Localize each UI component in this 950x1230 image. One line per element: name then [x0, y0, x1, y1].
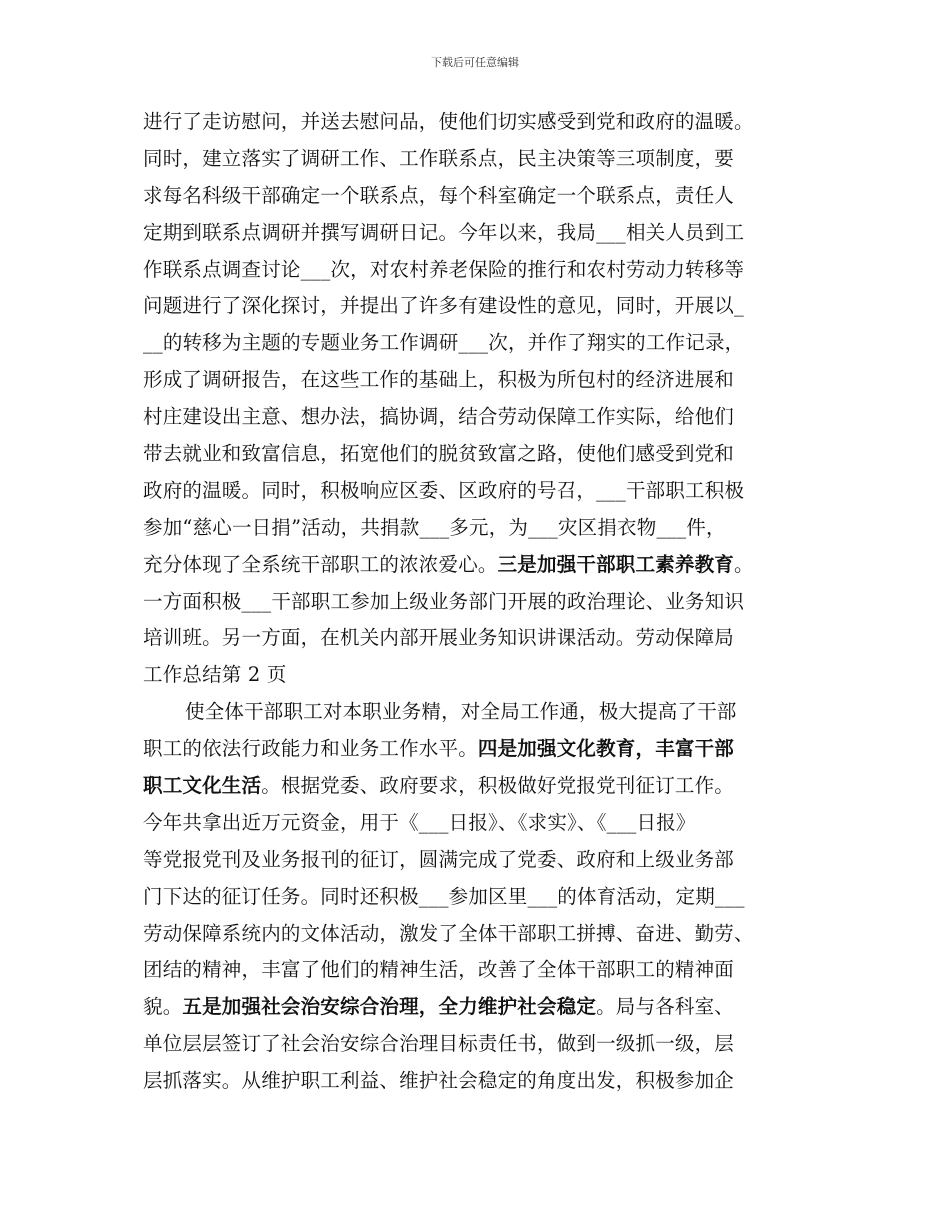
text-run: 同时，建立落实了调研工作、工作联系点，民主决策等三项制度，要: [143, 146, 735, 170]
text-run: 求每名科级干部确定一个联系点，每个科室确定一个联系点，责任人: [143, 183, 735, 207]
text-run: 职工的依法行政能力和业务工作水平。: [143, 737, 478, 761]
text-run: 参加“慈心一日捐”活动，共捐款___多元，为___灾区捐衣物___件，: [143, 515, 726, 539]
text-run: 貌。: [143, 995, 183, 1019]
bold-heading-run: 五是加强社会治安综合治理，全力维护社会稳定: [182, 995, 597, 1019]
text-line: [143, 989, 819, 1026]
text-line: [143, 104, 819, 141]
text-line: [143, 731, 819, 768]
text-run: 问题进行了深化探讨，并提出了许多有建设性的意见，同时，开展以_: [143, 294, 744, 318]
text-line: [143, 510, 819, 547]
text-line: [143, 842, 819, 879]
bold-heading-run: 职工文化生活: [143, 774, 262, 798]
text-line: [143, 584, 819, 621]
text-line: [143, 694, 819, 731]
text-line: [143, 768, 819, 805]
text-run: 作联系点调查讨论___次，对农村养老保险的推行和农村劳动力转移等: [143, 257, 745, 281]
text-run: 。局与各科室、: [596, 995, 735, 1019]
document-body: [143, 104, 819, 1100]
page-header: 下载后可任意编辑: [431, 56, 519, 69]
text-line: [143, 399, 819, 436]
bold-heading-run: 三是加强干部职工素养教育: [497, 552, 735, 576]
text-line: [143, 1026, 819, 1063]
text-run: 今年共拿出近万元资金，用于《___日报》、《求实》、《___日报》: [143, 810, 696, 834]
text-run: 单位层层签订了社会治安综合治理目标责任书，做到一级抓一级，层: [143, 1032, 735, 1056]
text-run: 劳动保障系统内的文体活动，激发了全体干部职工拼搏、奋进、勤劳、: [143, 921, 754, 945]
text-run: 进行了走访慰问，并送去慰问品，使他们切实感受到党和政府的温暖。: [143, 110, 754, 133]
text-line: [143, 1063, 819, 1100]
bold-heading-run: 四是加强文化教育，丰富干部: [477, 737, 735, 761]
text-line: [143, 473, 819, 510]
text-line: [143, 362, 819, 399]
text-run: 门下达的征订任务。同时还积极___参加区里___的体育活动，定期___: [143, 884, 745, 908]
text-run: 使全体干部职工对本职业务精，对全局工作通，极大提高了干部: [185, 700, 737, 724]
text-run: __的转移为主题的专题业务工作调研___次，并作了翔实的工作记录，: [143, 331, 745, 355]
text-run: 政府的温暖。同时，积极响应区委、区政府的号召，___干部职工积极: [143, 478, 745, 502]
text-run: 。根据党委、政府要求，积极做好党报党刊征订工作。: [261, 774, 735, 798]
text-run: 形成了调研报告，在这些工作的基础上，积极为所包村的经济进展和: [143, 368, 735, 392]
text-line: [143, 325, 819, 362]
text-run: 团结的精神，丰富了他们的精神生活，改善了全体干部职工的精神面: [143, 958, 735, 982]
text-line: [143, 620, 819, 657]
text-line: [143, 252, 819, 289]
text-run: 工作总结第 2 页: [143, 663, 287, 687]
text-run: 村庄建设出主意、想办法，搞协调，结合劳动保障工作实际，给他们: [143, 405, 735, 429]
text-run: 等党报党刊及业务报刊的征订，圆满完成了党委、政府和上级业务部: [143, 847, 735, 871]
text-run: 一方面积极___干部职工参加上级业务部门开展的政治理论、业务知识: [143, 589, 745, 613]
text-line: [143, 805, 819, 842]
text-line: [143, 879, 819, 916]
text-line: [143, 178, 819, 215]
text-line: [143, 436, 819, 473]
text-line: [143, 657, 819, 694]
text-run: 充分体现了全系统干部职工的浓浓爱心。: [143, 552, 498, 576]
text-run: 培训班。另一方面，在机关内部开展业务知识讲课活动。劳动保障局: [143, 626, 735, 650]
text-line: [143, 288, 819, 325]
text-line: [143, 215, 819, 252]
text-line: [143, 916, 819, 953]
text-run: 定期到联系点调研并撰写调研日记。今年以来，我局___相关人员到工: [143, 220, 745, 244]
text-line: [143, 141, 819, 178]
text-line: [143, 547, 819, 584]
text-run: 。: [734, 552, 754, 576]
text-run: 带去就业和致富信息，拓宽他们的脱贫致富之路，使他们感受到党和: [143, 442, 735, 466]
text-line: [143, 952, 819, 989]
text-run: 层抓落实。从维护职工利益、维护社会稳定的角度出发，积极参加企: [143, 1069, 735, 1093]
